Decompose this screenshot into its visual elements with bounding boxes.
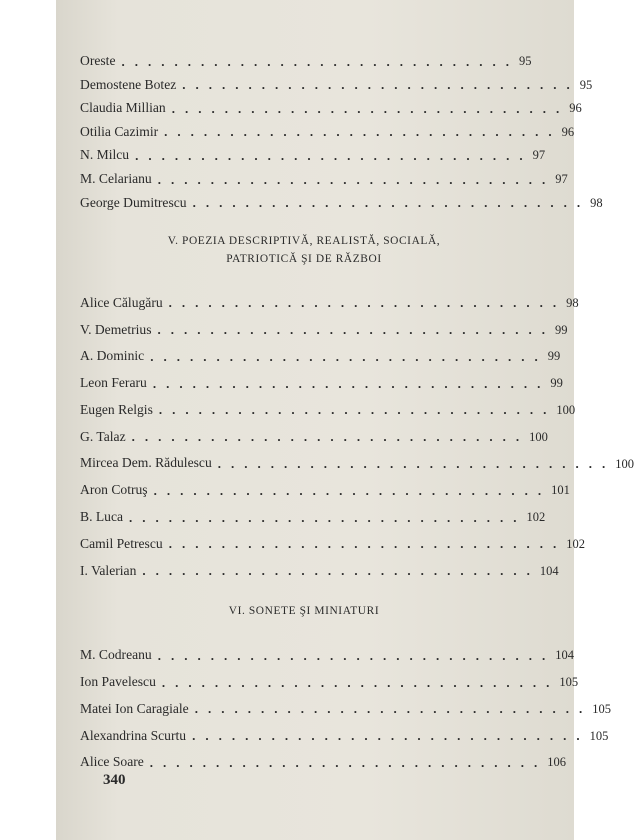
toc-entry bbox=[80, 715, 609, 744]
toc-entry bbox=[80, 336, 561, 364]
toc-entry-leader: .............................. bbox=[152, 375, 551, 391]
section-heading-v-line1: V. POEZIA DESCRIPTIVĂ, REALISTĂ, SOCIALĂ, bbox=[167, 235, 441, 248]
toc-entry-page: 97 bbox=[532, 148, 546, 163]
toc-entry-page: 105 bbox=[589, 728, 609, 743]
toc-entry-leader: .............................. bbox=[168, 295, 567, 311]
toc-entry bbox=[80, 742, 567, 770]
toc-entry-author: V. Demetrius bbox=[80, 321, 152, 337]
toc-entry-page: 102 bbox=[566, 536, 585, 551]
toc-entry-leader: .............................. bbox=[168, 536, 567, 552]
toc-entry-leader: .............................. bbox=[157, 322, 555, 338]
toc-entry-author: I. Valerian bbox=[80, 562, 137, 578]
toc-entry-author: Otilia Cazimir bbox=[80, 123, 159, 139]
toc-entry-page: 99 bbox=[547, 349, 561, 364]
toc-entry-leader: .............................. bbox=[150, 348, 548, 364]
toc-group-3 bbox=[80, 635, 611, 770]
section-heading-v-line2: PATRIOTICĂ ŞI DE RĂZBOI bbox=[226, 252, 382, 265]
toc-entry-page: 104 bbox=[539, 563, 559, 578]
toc-entry-page: 99 bbox=[555, 322, 568, 337]
toc-entry-leader: .............................. bbox=[171, 100, 570, 116]
toc-entry-author: Ion Pavelescu bbox=[80, 673, 156, 689]
toc-entry bbox=[80, 162, 568, 187]
toc-entry bbox=[80, 115, 575, 140]
toc-entry bbox=[80, 309, 568, 338]
toc-entry-leader: .............................. bbox=[157, 647, 556, 663]
toc-entry bbox=[80, 91, 582, 116]
toc-entry-page: 97 bbox=[555, 172, 568, 187]
toc-entry bbox=[80, 390, 576, 418]
toc-entry-page: 105 bbox=[592, 701, 611, 716]
toc-entry-page: 101 bbox=[551, 483, 570, 498]
toc-entry-author: Demostene Botez bbox=[80, 76, 177, 92]
toc-entry-leader: .............................. bbox=[161, 674, 560, 690]
toc-entry-leader: .............................. bbox=[194, 701, 593, 717]
toc-entry-author: Oreste bbox=[80, 53, 116, 68]
toc-entry-author: Mircea Dem. Rădulescu bbox=[80, 455, 212, 471]
toc-entry-page: 96 bbox=[569, 101, 582, 116]
toc-entry-author: Alexandrina Scurtu bbox=[80, 727, 187, 743]
toc-entry-leader: .............................. bbox=[158, 402, 557, 418]
toc-entry-page: 98 bbox=[590, 195, 603, 210]
toc-entry-page: 106 bbox=[547, 755, 567, 770]
toc-entry-author: George Dumitrescu bbox=[80, 194, 187, 210]
toc-entry-page: 100 bbox=[556, 402, 576, 417]
toc-entry-leader: .............................. bbox=[149, 754, 548, 770]
toc-entry-leader: .............................. bbox=[121, 53, 519, 69]
toc-entry-author: G. Talaz bbox=[80, 428, 126, 444]
toc-entry-leader: .............................. bbox=[192, 195, 591, 211]
toc-entry-page: 102 bbox=[526, 510, 546, 525]
toc-group-2 bbox=[80, 283, 634, 579]
page-number: 340 bbox=[103, 772, 126, 788]
toc-entry-leader: .............................. bbox=[135, 147, 533, 163]
toc-entry-leader: .............................. bbox=[142, 563, 540, 579]
toc-entry-author: Alice Călugăru bbox=[80, 294, 163, 310]
section-heading-vi bbox=[80, 603, 528, 621]
toc-entry-author: Claudia Millian bbox=[80, 100, 166, 116]
toc-entry-author: A. Dominic bbox=[80, 348, 145, 364]
toc-entry bbox=[80, 689, 611, 717]
toc-entry-author: Camil Petrescu bbox=[80, 535, 163, 551]
table-of-contents bbox=[80, 44, 634, 770]
toc-entry bbox=[80, 138, 546, 163]
toc-entry bbox=[80, 443, 634, 472]
toc-entry-page: 96 bbox=[561, 124, 575, 139]
toc-entry-page: 100 bbox=[529, 429, 548, 444]
toc-entry-leader: .............................. bbox=[182, 77, 580, 93]
toc-entry-leader: .............................. bbox=[164, 124, 562, 140]
toc-entry-page: 95 bbox=[518, 54, 532, 69]
toc-entry-leader: .............................. bbox=[192, 728, 590, 744]
toc-entry-leader: .............................. bbox=[131, 429, 530, 445]
toc-entry-author: Leon Feraru bbox=[80, 375, 147, 391]
toc-entry-page: 100 bbox=[615, 456, 634, 471]
toc-entry-author: B. Luca bbox=[80, 509, 124, 525]
toc-entry-author: Aron Cotruş bbox=[80, 482, 148, 498]
toc-entry-author: Eugen Relgis bbox=[80, 401, 153, 417]
toc-entry-page: 105 bbox=[559, 675, 579, 690]
toc-entry bbox=[80, 524, 585, 552]
toc-entry-author: Alice Soare bbox=[80, 754, 144, 770]
toc-entry bbox=[80, 550, 559, 579]
toc-entry bbox=[80, 662, 579, 690]
toc-entry-author: M. Celarianu bbox=[80, 170, 152, 186]
toc-entry bbox=[80, 416, 548, 445]
toc-entry-author: N. Milcu bbox=[80, 147, 130, 163]
toc-entry bbox=[80, 363, 563, 391]
toc-entry-leader: .............................. bbox=[153, 482, 552, 498]
toc-entry bbox=[80, 497, 546, 525]
toc-entry-page: 104 bbox=[555, 648, 574, 663]
toc-entry-page: 99 bbox=[550, 376, 563, 391]
toc-entry-page: 95 bbox=[579, 77, 593, 92]
section-heading-v bbox=[80, 233, 528, 268]
toc-entry-author: Matei Ion Caragiale bbox=[80, 700, 189, 716]
toc-entry bbox=[80, 68, 593, 93]
toc-entry-leader: .............................. bbox=[157, 171, 556, 187]
toc-entry bbox=[80, 186, 603, 211]
toc-entry-page: 98 bbox=[566, 295, 579, 310]
toc-entry bbox=[80, 283, 579, 311]
toc-entry bbox=[80, 635, 574, 663]
toc-entry-author: M. Codreanu bbox=[80, 647, 152, 663]
toc-entry-leader: .............................. bbox=[129, 509, 527, 525]
toc-group-1 bbox=[80, 44, 603, 211]
toc-entry-leader: .............................. bbox=[217, 456, 616, 472]
section-heading-vi-title: VI. SONETE ŞI MINIATURI bbox=[228, 605, 380, 618]
toc-entry bbox=[80, 470, 570, 498]
toc-entry bbox=[80, 44, 532, 69]
